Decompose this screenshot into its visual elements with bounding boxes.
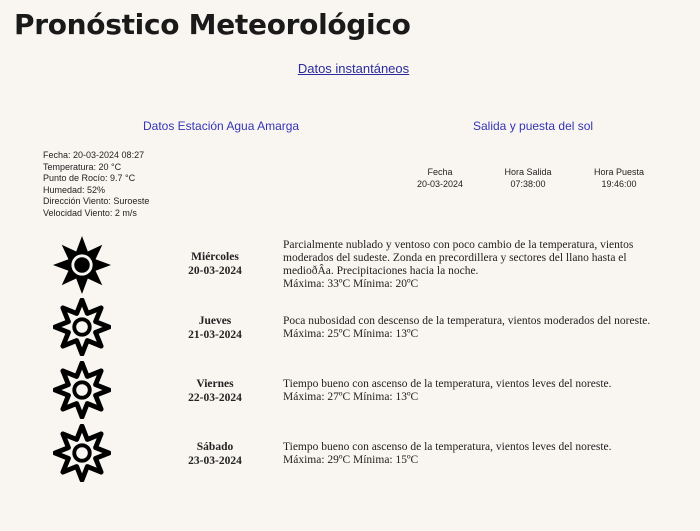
sun-filled-icon — [53, 236, 111, 294]
forecast-description — [283, 239, 668, 291]
sun-header-sunrise: Hora Salida — [504, 167, 552, 177]
sun-col-sunrise — [483, 166, 573, 190]
forecast-day-label — [170, 441, 260, 468]
sun-header-date: Fecha — [427, 167, 453, 177]
forecast-temps: Máxima: 33ºC Mínima: 20ºC — [283, 278, 419, 290]
station-wind-direction: Dirección Viento: Suroeste — [43, 196, 150, 206]
sun-outline-icon — [53, 424, 111, 482]
station-data — [43, 150, 149, 219]
forecast-temps: Máxima: 27ºC Mínima: 13ºC — [283, 391, 419, 403]
forecast-row — [0, 424, 700, 486]
forecast-temps: Máxima: 25ºC Mínima: 13ºC — [283, 328, 419, 340]
forecast-day-label — [170, 378, 260, 405]
sun-section-title: Salida y puesta del sol — [473, 119, 594, 133]
forecast-text-line: Tiempo bueno con ascenso de la temperatura, vientos leves del noreste. — [283, 441, 612, 453]
sun-outline-icon — [53, 361, 111, 419]
station-wind-speed: Velocidad Viento: 2 m/s — [43, 207, 137, 218]
forecast-day-date: 23-03-2024 — [188, 454, 242, 467]
forecast-day-name: Miércoles — [191, 251, 239, 263]
forecast-row — [0, 298, 700, 360]
sun-col-sunset — [574, 166, 664, 190]
forecast-day-label — [170, 251, 260, 278]
station-humidity: Humedad: 52% — [43, 184, 106, 195]
forecast-day-name: Sábado — [196, 441, 234, 453]
forecast-description — [283, 378, 668, 404]
forecast-day-label — [170, 315, 260, 342]
sun-outline-icon — [53, 298, 111, 356]
instant-data-link-container — [0, 61, 700, 76]
station-section-title: Datos Estación Agua Amarga — [143, 119, 300, 133]
forecast-text-line: moderados del sudeste. Zonda en precordillera y sectores del llano hasta el — [283, 252, 627, 264]
sun-value-sunrise: 07:38:00 — [510, 179, 546, 189]
forecast-text-line: Parcialmente nublado y ventoso con poco cambio de la temperatura, vientos — [283, 239, 634, 251]
sun-col-date — [395, 166, 485, 190]
sun-value-date: 20-03-2024 — [416, 179, 464, 189]
forecast-text-line: medioðÂa. Precipitaciones hacia la noche. — [283, 265, 479, 277]
forecast-text-line: Tiempo bueno con ascenso de la temperatura, vientos leves del noreste. — [283, 378, 612, 390]
station-date: Fecha: 20-03-2024 08:27 — [43, 150, 145, 160]
forecast-day-name: Jueves — [198, 315, 232, 327]
forecast-day-date: 21-03-2024 — [188, 328, 242, 341]
forecast-row — [0, 236, 700, 298]
forecast-description — [283, 441, 668, 467]
forecast-description — [283, 315, 668, 341]
instant-data-link[interactable]: Datos instantáneos — [297, 61, 410, 76]
forecast-day-date: 22-03-2024 — [188, 391, 242, 404]
sun-value-sunset: 19:46:00 — [601, 179, 637, 189]
station-temperature: Temperatura: 20 °C — [43, 161, 122, 172]
forecast-day-date: 20-03-2024 — [188, 264, 242, 277]
forecast-text-line: Poca nubosidad con descenso de la temperatura, vientos moderados del noreste. — [283, 315, 651, 327]
forecast-row — [0, 361, 700, 423]
page-title: Pronóstico Meteorológico — [14, 8, 411, 41]
sun-header-sunset: Hora Puesta — [593, 167, 645, 177]
station-dew-point: Punto de Rocío: 9.7 °C — [43, 173, 136, 183]
forecast-temps: Máxima: 29ºC Mínima: 15ºC — [283, 454, 419, 466]
forecast-day-name: Viernes — [196, 378, 234, 390]
